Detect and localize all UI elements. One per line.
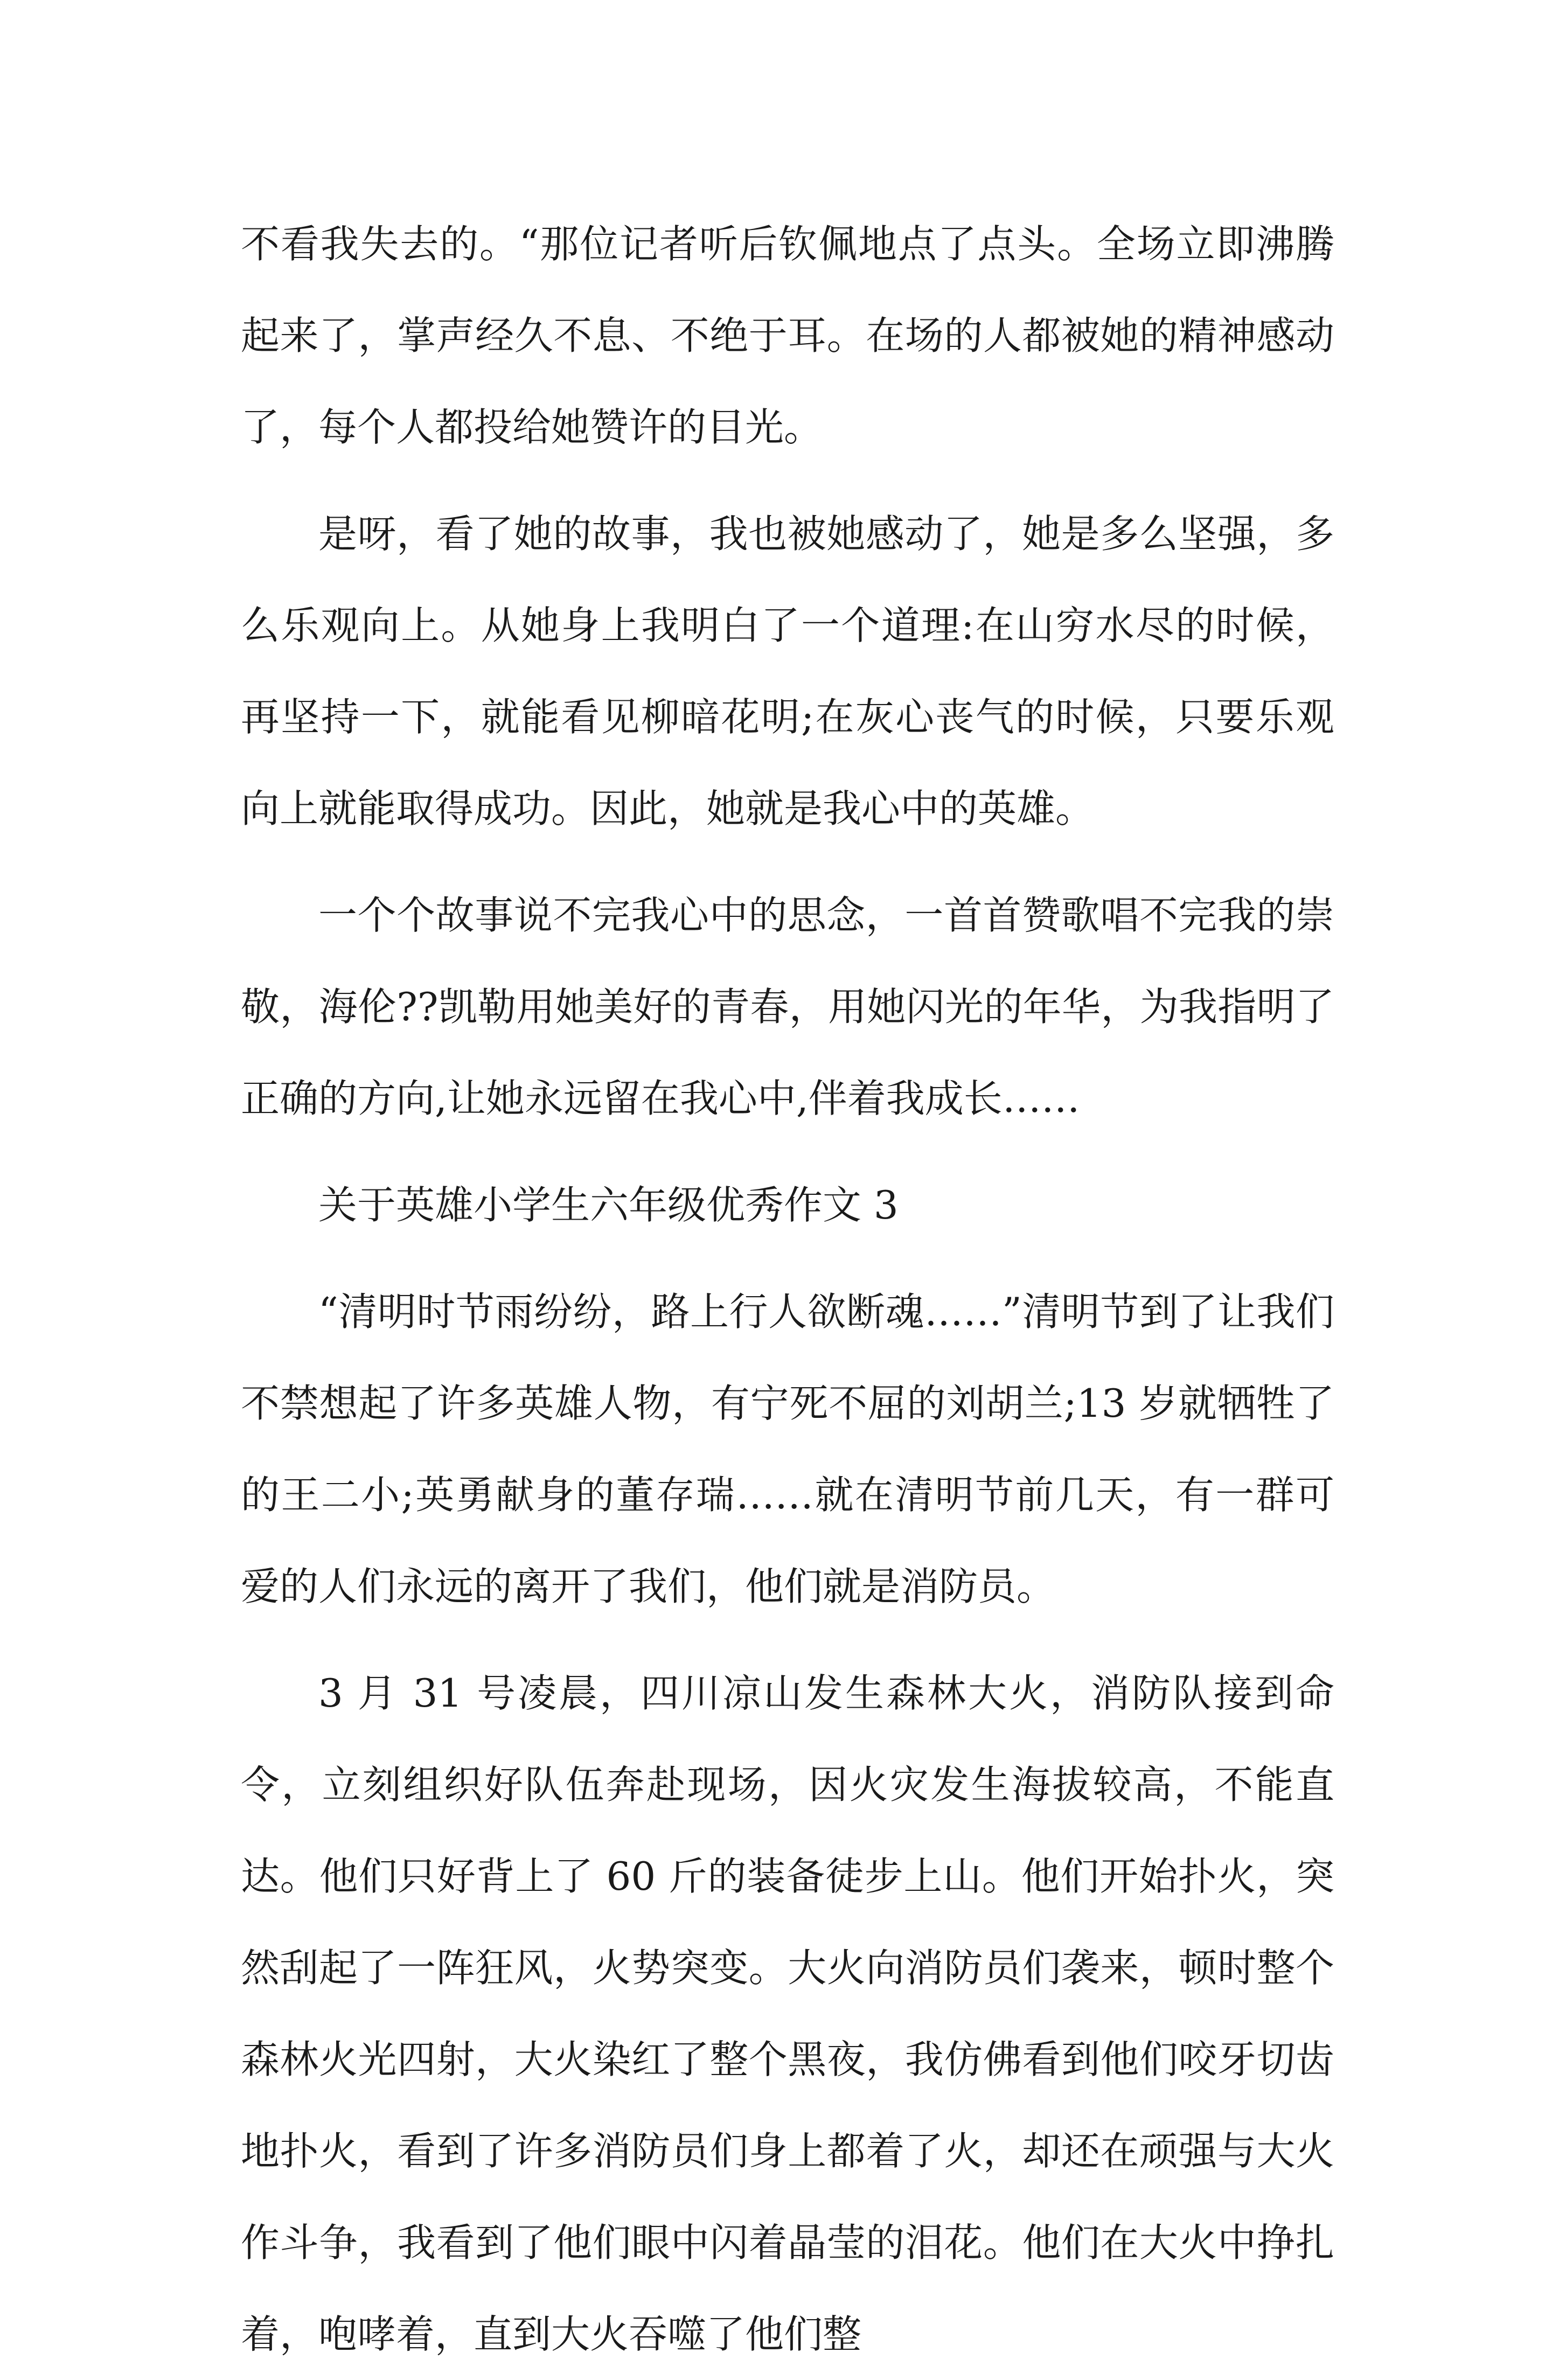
paragraph-closing: 一个个故事说不完我心中的思念，一首首赞歌唱不完我的崇敬，海伦??凯勒用她美好的青春，用她闪光的年华，为我指明了正确的方向,让她永远留在我心中,伴着我成长…… (241, 893, 1334, 1121)
paragraph-reflection: 是呀，看了她的故事，我也被她感动了，她是多么坚强，多么乐观向上。从她身上我明白了一个道理:在山穷水尽的时候，再坚持一下，就能看见柳暗花明;在灰心丧气的时候，只要乐观向上就能取得成功。因此，她就是我心中的英雄。 (241, 511, 1334, 831)
document-page (241, 198, 1334, 2380)
paragraph-qingming: “清明时节雨纷纷，路上行人欲断魂……”清明节到了让我们不禁想起了许多英雄人物，有宁死不屈的刘胡兰;13 岁就牺牲了的王二小;英勇献身的董存瑞……就在清明节前几天，有一群可爱的人们永远的离开了我们，他们就是消防员。 (241, 1289, 1334, 1609)
paragraph-end-previous-story: 不看我失去的。“那位记者听后钦佩地点了点头。全场立即沸腾起来了，掌声经久不息、不绝于耳。在场的人都被她的精神感动了，每个人都投给她赞许的目光。 (241, 221, 1334, 450)
section-title: 关于英雄小学生六年级优秀作文 3 (318, 1182, 899, 1228)
paragraph-forest-fire: 3 月 31 号凌晨，四川凉山发生森林大火，消防队接到命令，立刻组织好队伍奔赴现场，因火灾发生海拔较高，不能直达。他们只好背上了 60 斤的装备徒步上山。他们开始扑火，突然刮起了一阵狂风，火势突变。大火向消防员们袭来，顿时整个森林火光四射，大火染红了整个黑夜，我仿佛看到他们咬牙切齿地扑火，看到了许多消防员们身上都着了火，却还在顽强与大火作斗争，我看到了他们眼中闪着晶莹的泪花。他们在大火中挣扎着，咆哮着，直到大火吞噬了他们整 (241, 1671, 1334, 2357)
